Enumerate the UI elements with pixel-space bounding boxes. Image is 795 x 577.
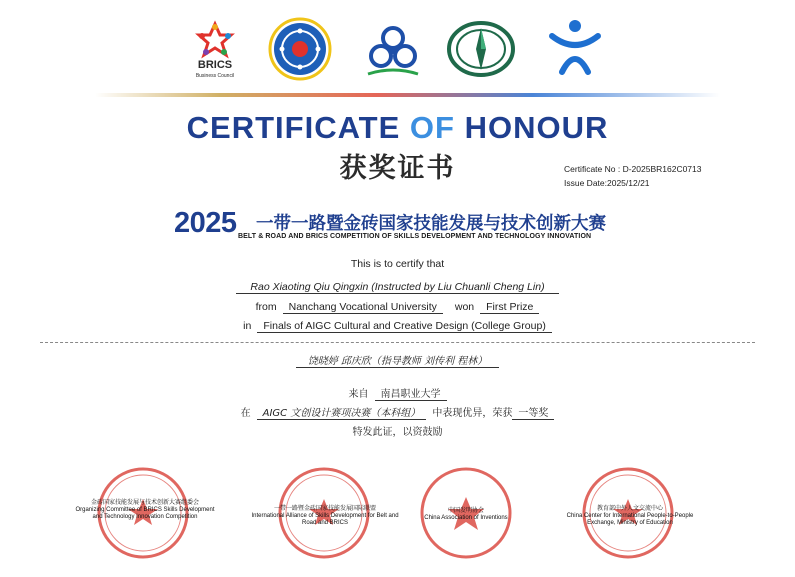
recipient-names-cn: 饶晓婷 邱庆欣（指导教师 刘传利 程林） — [0, 352, 795, 367]
competition-heading — [174, 207, 634, 247]
competition-year: 2025 — [174, 207, 237, 239]
competition-name-cn: 一带一路暨金砖国家技能发展与技术创新大赛 — [256, 213, 606, 233]
brics-logo-subtext: Business Council — [195, 73, 235, 79]
event-line-en: in Finals of AIGC Cultural and Creative Design (College Group) — [0, 320, 795, 332]
prize-cn: 一等奖 — [512, 408, 554, 420]
brics-business-council-logo — [180, 14, 250, 84]
from-line-en: from Nanchang Vocational University won First Prize — [0, 301, 795, 313]
prize-en: First Prize — [480, 301, 539, 314]
event-en: Finals of AIGC Cultural and Creative Design (College Group) — [257, 320, 551, 333]
recipient-names-en: Rao Xiaoting Qiu Qingxin (Instructed by Liu Chuanli Cheng Lin) — [0, 281, 795, 293]
institution-cn: 南昌职业大学 — [375, 389, 447, 401]
certificate-number: Certificate No : D-2025BR162C0713 — [564, 164, 702, 174]
blue-knot-emblem-logo — [358, 14, 428, 84]
certificate-title-en: CERTIFICATE OF HONOUR — [186, 110, 609, 145]
brics-logo-text: BRICS — [197, 59, 233, 71]
certify-text: This is to certify that — [350, 258, 445, 270]
from-line-cn: 来自 南昌职业大学 — [0, 385, 795, 400]
competition-name-en: BELT & ROAD AND BRICS COMPETITION OF SKILLS DEVELOPMENT AND TECHNOLOGY INNOVATION — [238, 233, 592, 240]
certificate-meta — [564, 162, 702, 190]
belt-road-alliance-label: 一带一路暨金砖国家技能发展国际联盟 International Alliance of Skills Development for Belt and Road and BRICS — [251, 506, 399, 526]
blue-x-figure-logo — [540, 14, 610, 84]
china-association-of-inventions-label: 中国发明协会 China Association of Inventions — [424, 508, 508, 521]
logo-row — [180, 14, 620, 86]
organizing-committee-label: 金砖国家技能发展与技术创新大赛组委会 Organizing Committee of BRICS Skills Development and Technology Innovation Competition — [75, 500, 215, 520]
blue-circle-emblem-logo — [265, 14, 335, 84]
section-divider — [40, 342, 755, 343]
closing-text-cn: 特发此证，以资鼓励 — [352, 427, 443, 438]
decorative-band — [95, 93, 720, 97]
people-exchange-center-label: 教育部中外人文交流中心 China Center for International People-to-People Exchange, Ministry of Education — [566, 506, 694, 526]
institution-en: Nanchang Vocational University — [283, 301, 443, 314]
issue-date: Issue Date:2025/12/21 — [564, 178, 650, 188]
event-cn: AIGC 文创设计赛项决赛（本科组） — [257, 408, 427, 420]
certificate-title-cn: 获奖证书 — [339, 153, 456, 184]
event-line-cn: 在 AIGC 文创设计赛项决赛（本科组） 中表现优异，荣获 一等奖 — [0, 404, 795, 419]
green-compass-emblem-logo — [446, 14, 516, 84]
